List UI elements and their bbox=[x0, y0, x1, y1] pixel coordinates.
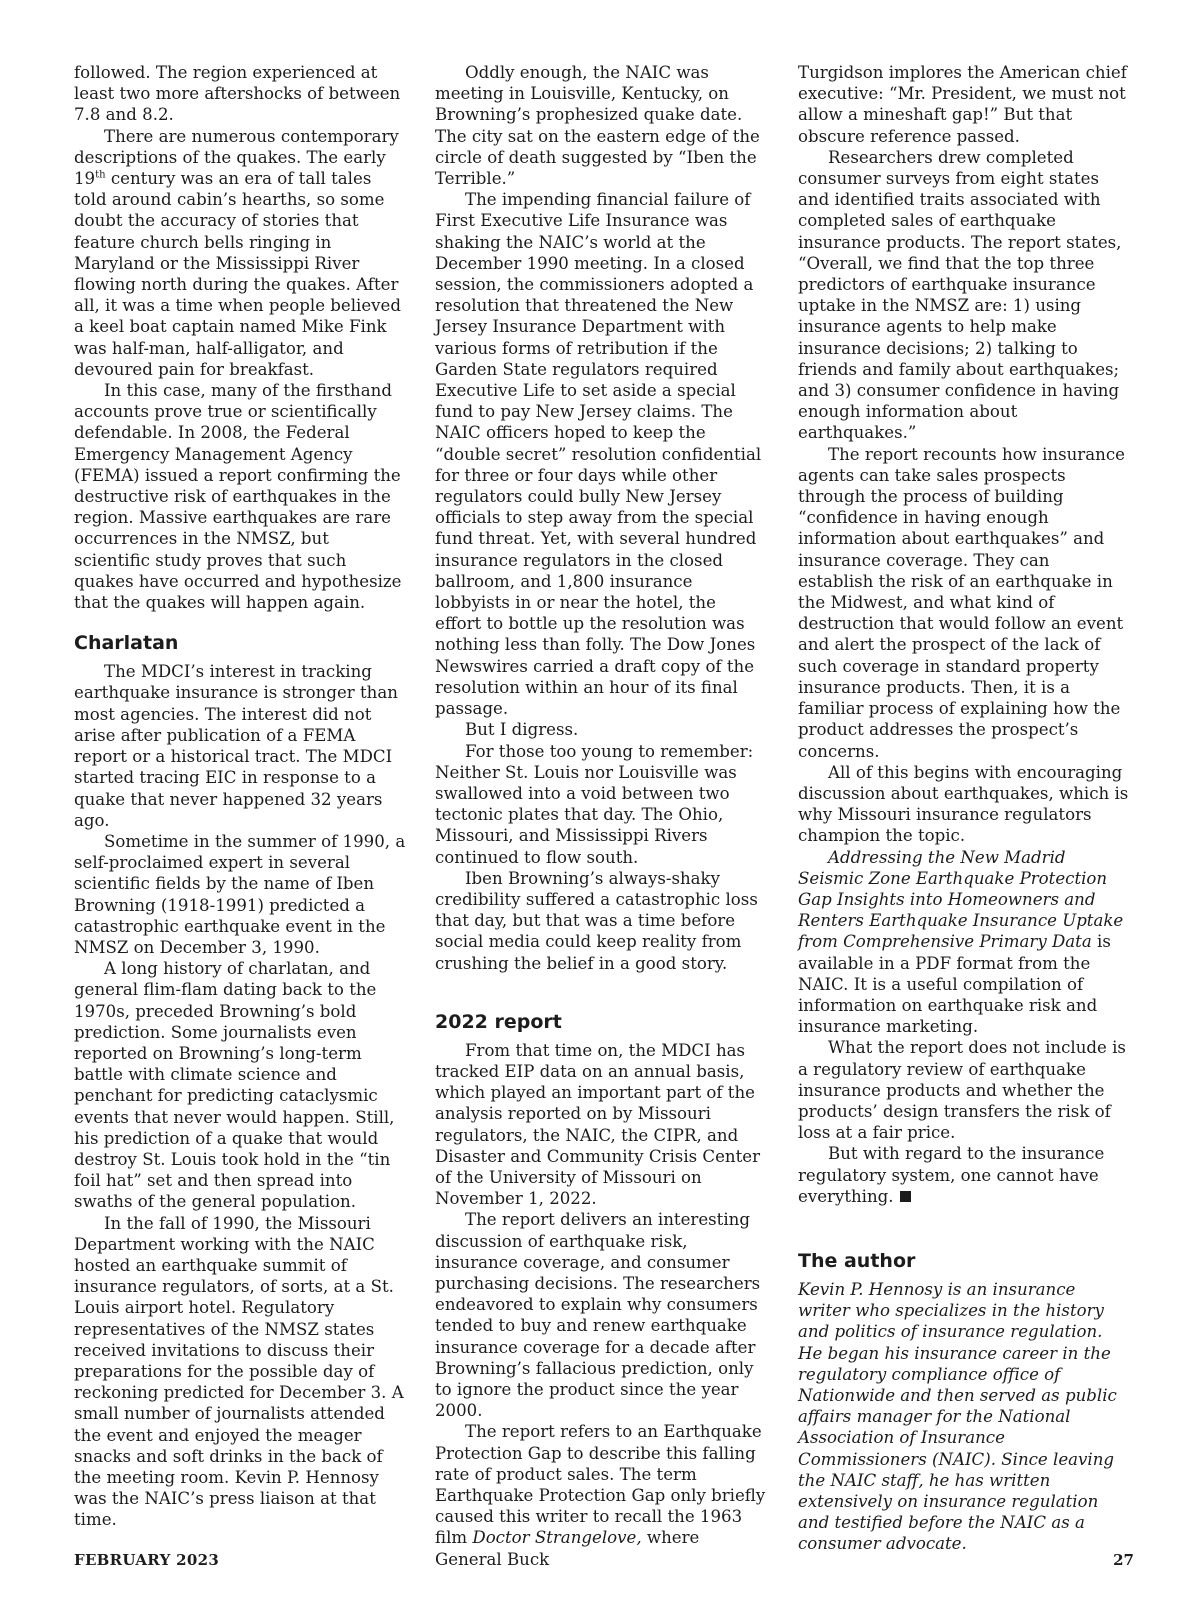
paragraph bbox=[798, 847, 1130, 1038]
paragraph: Iben Browning’s always-shaky credibility suffered a catastrophic loss that day, but that was a time before social media could keep reality from crushing the belief in a good story. bbox=[435, 868, 758, 973]
paragraph: In the fall of 1990, the Missouri Department working with the NAIC hosted an earthquake summit of insurance regulators, of sorts, at a St. Louis airport hotel. Regulatory representatives of the NMSZ states received invitations to discuss their preparations for the possible day of reckoning predicted for December 3. A small number of journalists attended the event and enjoyed the meager snacks and soft drinks in the back of the meeting room. Kevin P. Hennosy was the NAIC’s press liaison at that time. bbox=[74, 1213, 404, 1530]
column-3 bbox=[798, 62, 1130, 1555]
text-run: century was an era of tall tales told around cabin’s hearths, so some doubt the accuracy of stories that feature church bells ringing in Maryland or the Mississippi River flowing north during the quakes. After all, it was a time when people believed a keel boat captain named Mike Fink was half-man, half-alligator, and devoured pain for breakfast. bbox=[74, 169, 401, 379]
paragraph: Turgidson implores the American chief executive: “Mr. President, we must not allow a mineshaft gap!” But that obscure reference passed. bbox=[798, 63, 1127, 146]
paragraph bbox=[74, 126, 406, 380]
column-1 bbox=[74, 62, 406, 1531]
text-run: The report refers to an Earthquake Protection Gap to describe this falling rate of product sales. The term Earthquake Protection Gap only briefly caused this writer to recall the 1963 film bbox=[435, 1422, 766, 1548]
footer-page-number: 27 bbox=[1113, 1551, 1134, 1569]
text-run: There are numerous contemporary descriptions of the quakes. The early 19 bbox=[74, 126, 399, 189]
text-run: is available in a PDF format from the NAIC. It is a useful compilation of information on earthquake risk and insurance marketing. bbox=[798, 932, 1111, 1037]
paragraph: The report recounts how insurance agents can take sales prospects through the process of building “confidence in having enough information about earthquakes” and insurance coverage. They can establish the risk of an earthquake in the Midwest, and what kind of destruction that would follow an event and alert the prospect of the lack of such coverage in standard property insurance products. Then, it is a familiar process of explaining how the product addresses the prospect’s concerns. bbox=[798, 444, 1125, 761]
report-title: Addressing the New Madrid Seismic Zone Earthquake Protection Gap Insights into Homeowners and Renters Earthquake Insurance Uptake from Comprehensive Primary Data bbox=[798, 847, 1124, 952]
text-run: But with regard to the insurance regulatory system, one cannot have everything. bbox=[798, 1144, 1105, 1206]
section-heading-charlatan: Charlatan bbox=[74, 632, 179, 655]
paragraph: But I digress. bbox=[465, 720, 579, 740]
paragraph: Oddly enough, the NAIC was meeting in Louisville, Kentucky, on Browning’s prophesized quake date. The city sat on the eastern edge of the circle of death suggested by “Iben the Terrible.” bbox=[435, 63, 760, 189]
column-2 bbox=[435, 62, 767, 1570]
paragraph: The impending financial failure of First Executive Life Insurance was shaking the NAIC’s world at the December 1990 meeting. In a closed session, the commissioners adopted a resolution that threatened the New Jersey Insurance Department with various forms of retribution if the Garden State regulators required Executive Life to set aside a special fund to pay New Jersey claims. The NAIC officers hoped to keep the “double secret” resolution confidential for three or four days while other regulators could bully New Jersey officials to step away from the special fund threat. Yet, with several hundred insurance regulators in the closed ballroom, and 1,800 insurance lobbyists in or near the hotel, the effort to bottle up the resolution was nothing less than folly. The Dow Jones Newswires carried a draft copy of the resolution within an hour of its final passage. bbox=[435, 190, 762, 719]
section-heading-the-author: The author bbox=[798, 1249, 916, 1272]
section-heading-2022-report: 2022 report bbox=[435, 1010, 562, 1033]
paragraph: What the report does not include is a regulatory review of earthquake insurance products and whether the products’ design transfers the risk of loss at a fair price. bbox=[798, 1038, 1126, 1143]
paragraph bbox=[798, 1143, 1130, 1207]
end-mark-icon bbox=[900, 1191, 911, 1202]
paragraph: All of this begins with encouraging discussion about earthquakes, which is why Missouri insurance regulators champion the topic. bbox=[798, 762, 1129, 846]
paragraph: Researchers drew completed consumer surveys from eight states and identified traits associated with completed sales of earthquake insurance products. The report states, “Overall, we find that the top three predictors of earthquake insurance uptake in the NMSZ are: 1) using insurance agents to help make insurance decisions; 2) talking to friends and family about earthquakes; and 3) consumer confidence in having enough information about earthquakes.” bbox=[798, 147, 1122, 443]
paragraph: followed. The region experienced at least two more aftershocks of between 7.8 and 8.2. bbox=[74, 63, 401, 125]
paragraph: The report delivers an interesting discussion of earthquake risk, insurance coverage, and consumer purchasing decisions. The researchers endeavored to explain why consumers tended to buy and renew earthquake insurance coverage for a decade after Browning’s fallacious prediction, only to ignore the product since the year 2000. bbox=[435, 1210, 761, 1421]
paragraph: For those too young to remember: Neither St. Louis nor Louisville was swallowed into a void between two tectonic plates that day. The Ohio, Missouri, and Mississippi Rivers continued to flow south. bbox=[435, 741, 754, 867]
film-title: Doctor Strangelove, bbox=[472, 1528, 642, 1548]
text-run: where General Buck bbox=[435, 1528, 700, 1569]
paragraph bbox=[435, 1421, 767, 1569]
paragraph: From that time on, the MDCI has tracked EIP data on an annual basis, which played an important part of the analysis reported on by Missouri regulators, the NAIC, the CIPR, and Disaster and Community Crisis Center of the University of Missouri on November 1, 2022. bbox=[435, 1040, 761, 1209]
footer-issue-date: FEBRUARY 2023 bbox=[74, 1551, 220, 1569]
superscript: th bbox=[95, 169, 106, 181]
paragraph: The MDCI’s interest in tracking earthquake insurance is stronger than most agencies. The interest did not arise after publication of a FEMA report or a historical tract. The MDCI started tracing EIC in response to a quake that never happened 32 years ago. bbox=[74, 662, 398, 830]
paragraph: A long history of charlatan, and general flim-flam dating back to the 1970s, preceded Browning’s bold prediction. Some journalists even reported on Browning’s long-term battle with climate science and penchant for predicting cataclysmic events that never would happen. Still, his prediction of a quake that would destroy St. Louis took hold in the “tin foil hat” set and then spread into swaths of the general population. bbox=[74, 959, 395, 1212]
paragraph: Sometime in the summer of 1990, a self-proclaimed expert in several scientific fields by the name of Iben Browning (1918-1991) predicted a catastrophic earthquake event in the NMSZ on December 3, 1990. bbox=[74, 831, 406, 957]
paragraph: In this case, many of the firsthand accounts prove true or scientifically defendable. In 2008, the Federal Emergency Management Agency (FEMA) issued a report confirming the destructive risk of earthquakes in the region. Massive earthquakes are rare occurrences in the NMSZ, but scientific study proves that such quakes have occurred and hypothesize that the quakes will happen again. bbox=[74, 381, 402, 613]
author-bio: Kevin P. Hennosy is an insurance writer who specializes in the history and politics of insurance regulation. He began his insurance career in the regulatory compliance office of Nationwide and then served as public affairs manager for the National Association of Insurance Commissioners (NAIC). Since leaving the NAIC staff, he has written extensively on insurance regulation and testified before the NAIC as a consumer advocate. bbox=[798, 1279, 1117, 1554]
